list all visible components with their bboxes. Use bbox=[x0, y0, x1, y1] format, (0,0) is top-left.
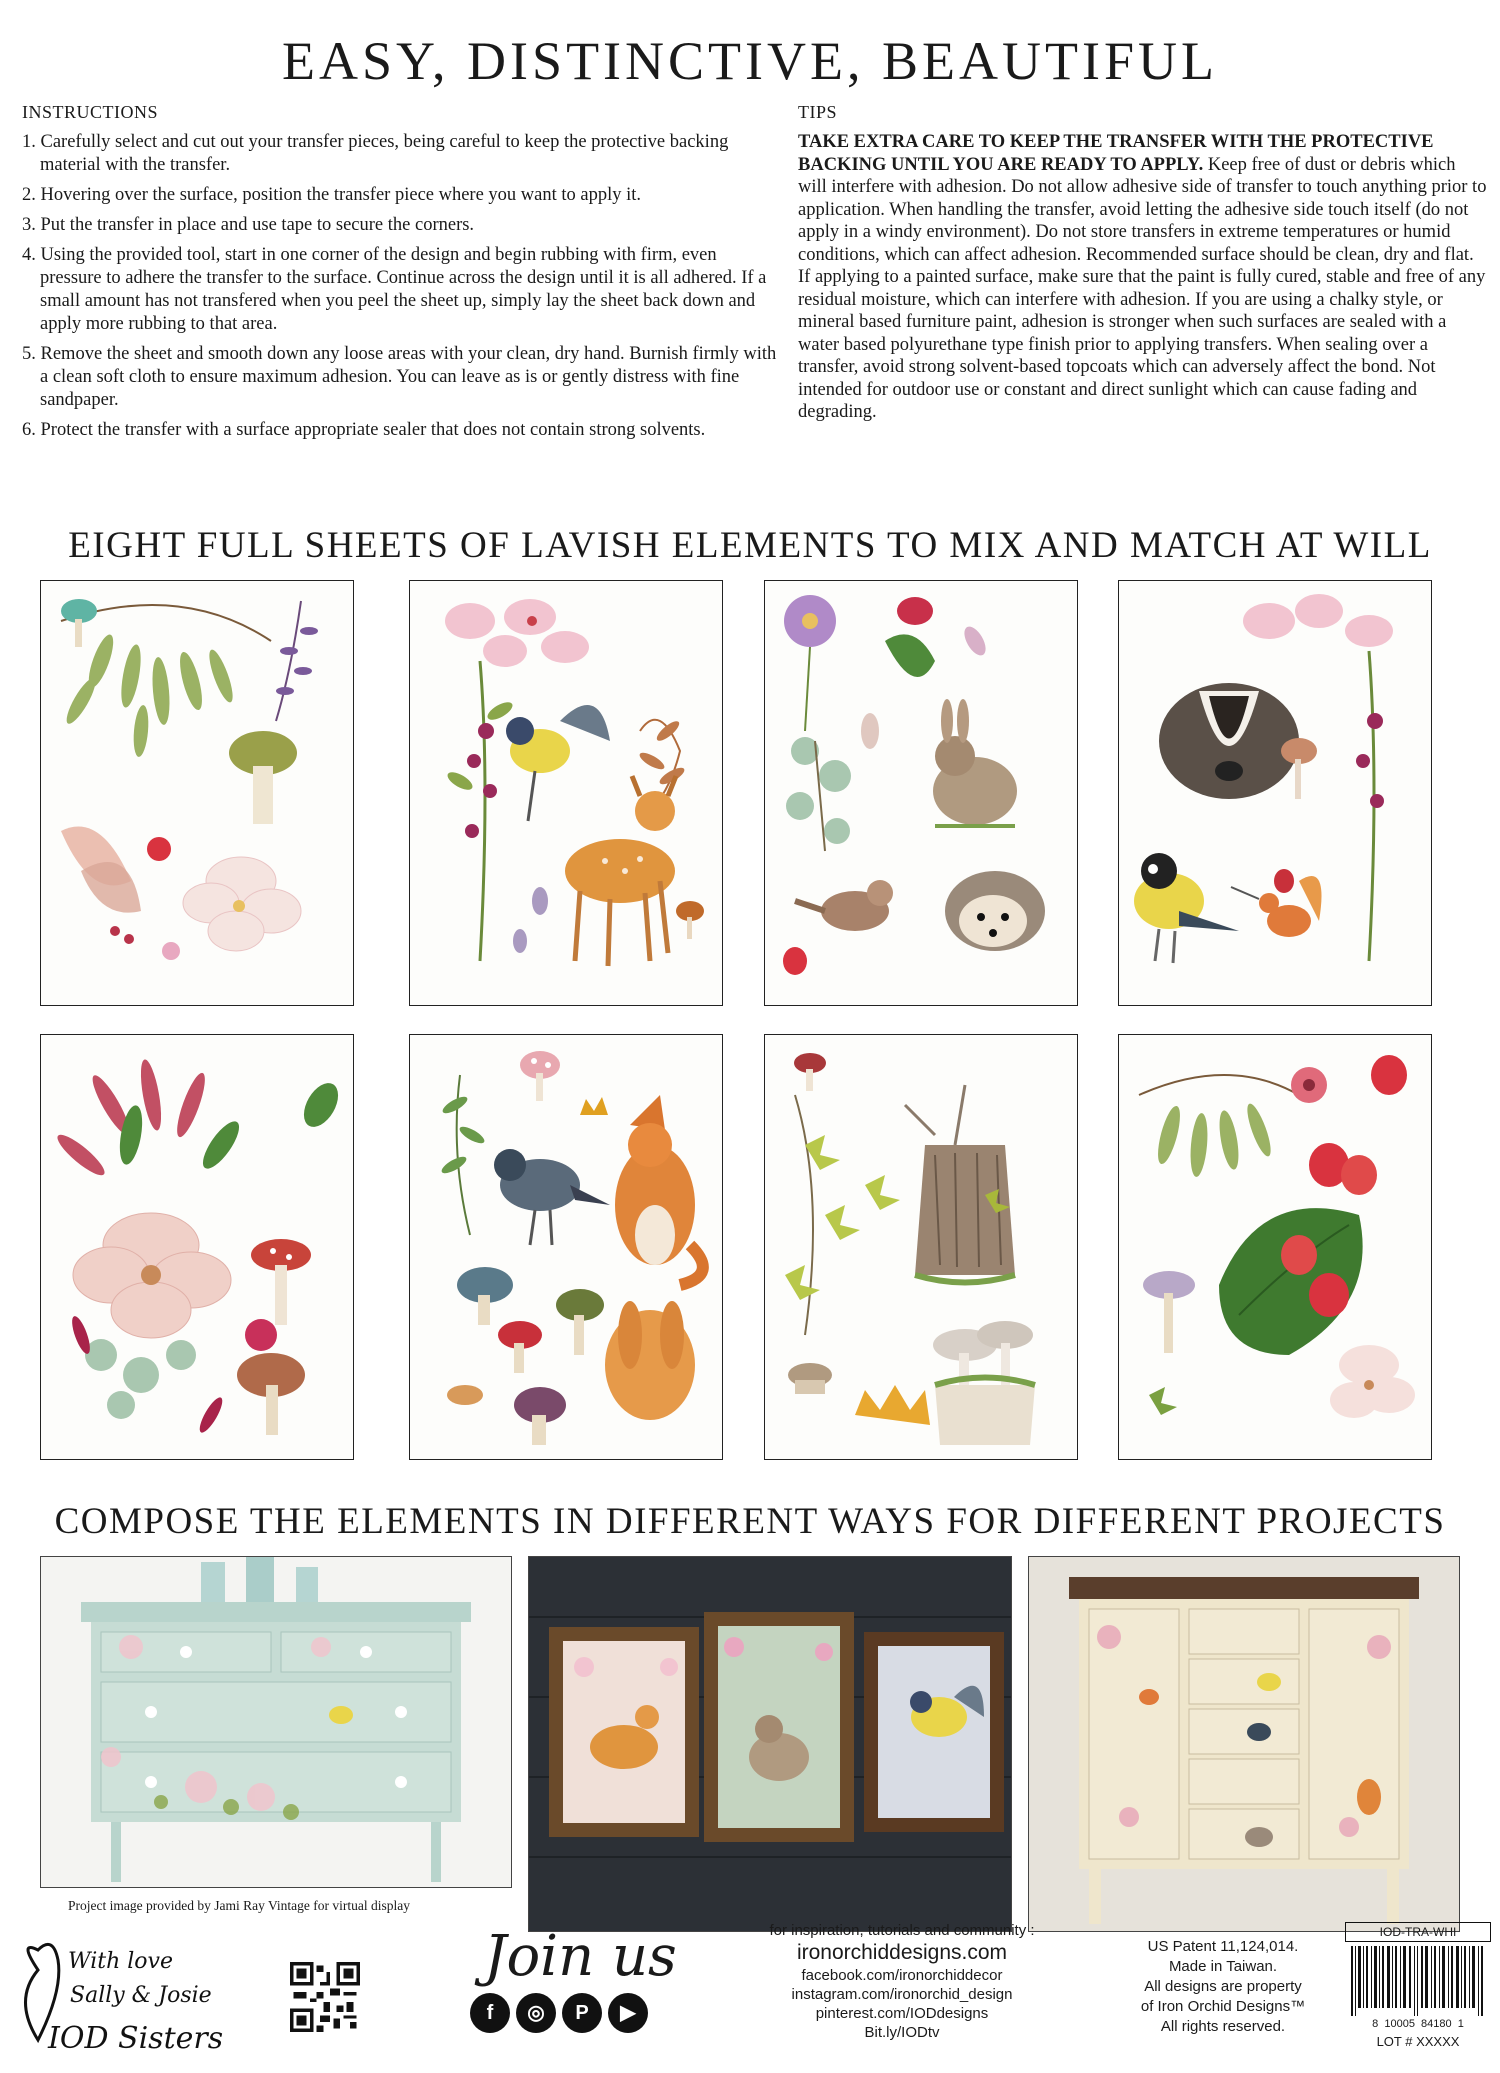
transfer-sheet-8 bbox=[1118, 1034, 1432, 1460]
instruction-step: 4. Using the provided tool, start in one corner of the design and begin rubbing with firm, even pressure to adhere the transfer to the surface. Continue across the design until it is all adhered. If a small amount has not transfered when you peel the sheet up, simply lay the sheet back down and apply more rubbing to that area. bbox=[22, 245, 767, 334]
transfer-sheet-6 bbox=[409, 1034, 723, 1460]
tips-body: Keep free of dust or debris which will interfere with adhesion. Do not allow adhesive side of transfer to touch anything prior to application. When handling the transfer, avoid letting the adhesive side touch itself (do not apply in a windy environment). Do not store transfers in extreme temperatures or humid conditions, which can affect adhesion. Recommended surface should be clean, dry and flat. If applying to a painted surface, make sure that the paint is fully cured, stable and free of any residual moisture, which can interfere with adhesion. If you are using a chalky style, or mineral based furniture paint, adhesion is stronger when such surfaces are sealed with a water based polyurethane type finish prior to applying transfers. When sealing over a transfer, avoid strong solvent-based topcoats which can adversely affect the bond. Not intended for outdoor use or constant and direct sunlight which can cause fading and degrading. bbox=[798, 154, 1487, 422]
sheets-heading: EIGHT FULL SHEETS OF LAVISH ELEMENTS TO MIX AND MATCH AT WILL bbox=[68, 525, 1432, 566]
instruction-step: 5. Remove the sheet and smooth down any loose areas with your clean, dry hand. Burnish firmly with a clean soft cloth to ensure maximum adhesion. You can leave as is or gently distress with fine sandpaper. bbox=[22, 344, 777, 410]
svg-text:Sally & Josie: Sally & Josie bbox=[70, 1983, 212, 2008]
instructions-section bbox=[22, 102, 782, 449]
svg-text:IOD Sisters: IOD Sisters bbox=[48, 2021, 224, 2056]
signature-logo bbox=[8, 1930, 228, 2065]
youtube-icon[interactable]: ▶ bbox=[608, 1993, 648, 2033]
facebook-link[interactable]: facebook.com/ironorchiddecor bbox=[801, 1967, 1003, 1984]
svg-text:With love: With love bbox=[68, 1949, 173, 1974]
social-icons bbox=[470, 1993, 690, 2033]
instructions-heading: INSTRUCTIONS bbox=[22, 102, 159, 122]
sheet-7-art bbox=[765, 1035, 1077, 1459]
sheet-4-art bbox=[1119, 581, 1431, 1005]
join-us-block bbox=[470, 1925, 690, 2033]
join-us-text: Join us bbox=[484, 1924, 677, 1989]
sku-text: IOD-TRA-WHI bbox=[1345, 1922, 1491, 1942]
pinterest-icon[interactable]: P bbox=[562, 1993, 602, 2033]
youtube-link[interactable]: Bit.ly/IODtv bbox=[864, 2024, 940, 2041]
project-photo-frames bbox=[528, 1556, 1012, 1932]
pinterest-link[interactable]: pinterest.com/IODdesigns bbox=[815, 2005, 989, 2022]
instruction-step: 6. Protect the transfer with a surface appropriate sealer that does not contain strong solvents. bbox=[22, 420, 706, 440]
tips-text bbox=[798, 131, 1488, 424]
sheet-5-art bbox=[41, 1035, 353, 1459]
tips-bold: TAKE EXTRA CARE TO KEEP THE TRANSFER WITH THE PROTECTIVE BACKING UNTIL YOU ARE READY TO APPLY. bbox=[798, 132, 1434, 175]
rights-text: All rights reserved. bbox=[1160, 2018, 1286, 2035]
community-links bbox=[712, 1922, 1092, 2041]
sheet-8-art bbox=[1119, 1035, 1431, 1459]
project-photo-cabinet bbox=[1028, 1556, 1460, 1932]
dresser-illustration bbox=[41, 1557, 511, 1887]
qr-code[interactable] bbox=[290, 1962, 360, 2032]
cabinet-illustration bbox=[1029, 1557, 1459, 1931]
made-in-text: Made in Taiwan. bbox=[1168, 1958, 1278, 1975]
instagram-icon[interactable]: ◎ bbox=[516, 1993, 556, 2033]
legal-block bbox=[1108, 1937, 1338, 2037]
instagram-link[interactable]: instagram.com/ironorchid_design bbox=[791, 1986, 1013, 2003]
frames-illustration bbox=[529, 1557, 1011, 1931]
page-title: EASY, DISTINCTIVE, BEAUTIFUL bbox=[282, 31, 1218, 91]
property-text-1: All designs are property bbox=[1144, 1978, 1302, 1995]
instruction-step: 2. Hovering over the surface, position the transfer piece where you want to apply it. bbox=[22, 185, 642, 205]
community-intro: for inspiration, tutorials and community : bbox=[769, 1922, 1035, 1939]
project-photo-dresser bbox=[40, 1556, 512, 1888]
barcode-block bbox=[1345, 1922, 1491, 2067]
sheet-1-art bbox=[41, 581, 353, 1005]
transfer-sheet-1 bbox=[40, 580, 354, 1006]
tips-section bbox=[798, 102, 1488, 424]
transfer-sheet-7 bbox=[764, 1034, 1078, 1460]
instruction-step: 1. Carefully select and cut out your transfer pieces, being careful to keep the protective backing material with the transfer. bbox=[22, 132, 729, 175]
property-text-2: of Iron Orchid Designs™ bbox=[1140, 1998, 1306, 2015]
lot-number: LOT # XXXXX bbox=[1376, 2034, 1460, 2049]
barcode-number: 8 10005 84180 1 bbox=[1372, 2018, 1464, 2030]
heart-signature-icon bbox=[8, 1930, 228, 2065]
instruction-step: 3. Put the transfer in place and use tape to secure the corners. bbox=[22, 215, 475, 235]
sheet-2-art bbox=[410, 581, 722, 1005]
sheet-3-art bbox=[765, 581, 1077, 1005]
facebook-icon[interactable]: f bbox=[470, 1993, 510, 2033]
qr-code-icon bbox=[290, 1962, 360, 2032]
transfer-sheet-4 bbox=[1118, 580, 1432, 1006]
tips-heading: TIPS bbox=[798, 102, 838, 122]
transfer-sheet-2 bbox=[409, 580, 723, 1006]
photo-caption: Project image provided by Jami Ray Vintage for virtual display bbox=[68, 1898, 410, 1913]
transfer-sheet-5 bbox=[40, 1034, 354, 1460]
sheet-6-art bbox=[410, 1035, 722, 1459]
patent-text: US Patent 11,124,014. bbox=[1147, 1938, 1299, 1955]
barcode-icon bbox=[1345, 1946, 1491, 2026]
website-link[interactable]: ironorchiddesigns.com bbox=[796, 1941, 1008, 1964]
transfer-sheet-3 bbox=[764, 580, 1078, 1006]
projects-heading: COMPOSE THE ELEMENTS IN DIFFERENT WAYS FOR DIFFERENT PROJECTS bbox=[54, 1501, 1446, 1542]
instructions-list bbox=[22, 131, 782, 442]
